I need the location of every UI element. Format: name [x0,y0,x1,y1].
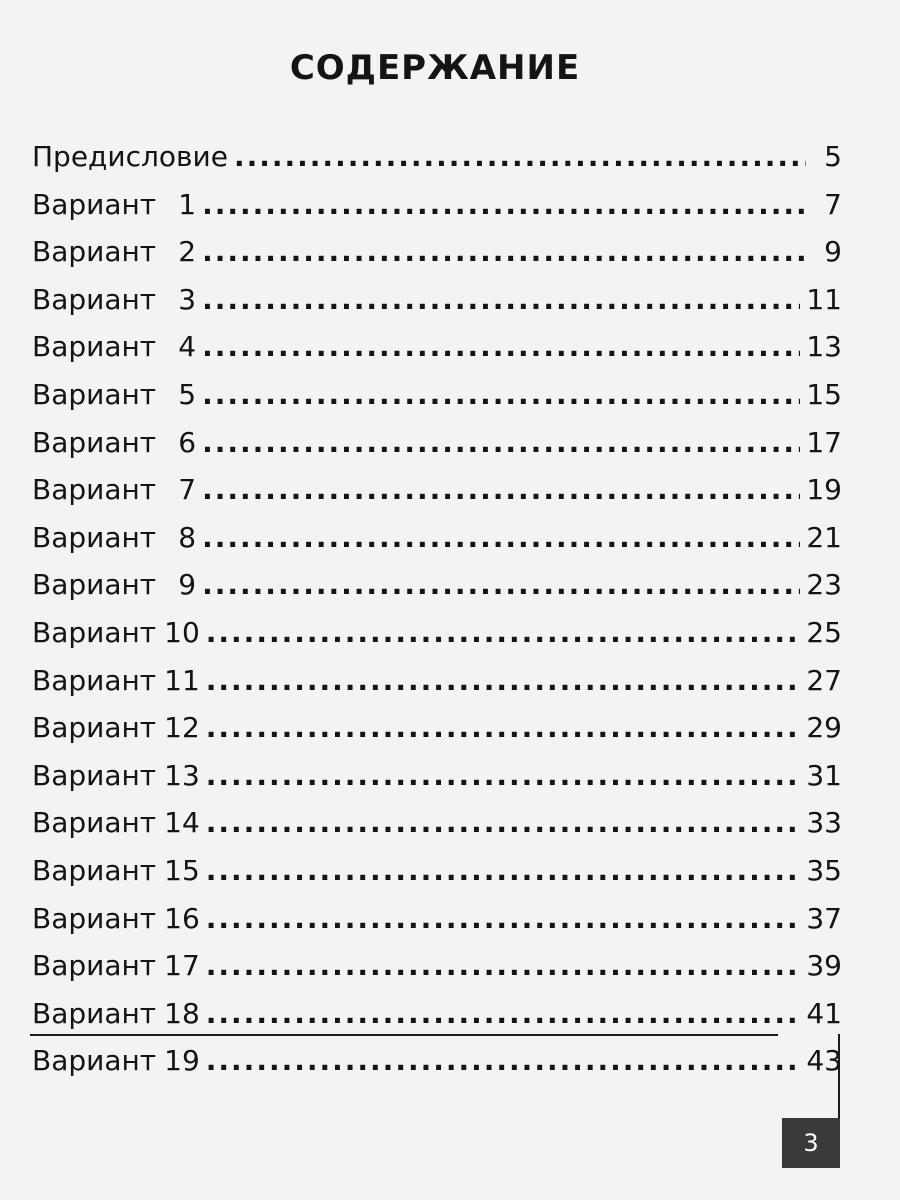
dot-leader [206,1044,801,1077]
toc-entry-number: 14 [164,806,200,840]
toc-entry-number: 8 [178,520,197,554]
toc-entry-number: 5 [178,377,197,411]
toc-entry-label [32,235,196,268]
toc-entry-title: Вариант [32,282,157,316]
toc-entry-label [32,664,200,697]
footer-rule [30,1034,778,1036]
toc-entry-title: Вариант [32,853,157,887]
toc-entry [32,806,842,854]
toc-entry [32,1044,842,1092]
toc-entry [32,521,842,569]
toc-entry-number: 11 [164,663,200,697]
table-of-contents [32,140,842,1092]
dot-leader [206,759,801,792]
toc-entry-title: Вариант [32,568,157,602]
toc-entry [32,854,842,902]
toc-entry [32,283,842,331]
toc-entry-page: 7 [824,187,842,221]
toc-entry-label [32,378,196,411]
dot-leader [202,426,800,459]
toc-entry-page: 5 [824,140,842,173]
toc-entry-title: Вариант [32,377,157,411]
toc-entry-label [32,997,200,1030]
dot-leader [234,140,806,173]
dot-leader [202,235,806,268]
toc-entry-number: 6 [178,425,197,459]
toc-entry-page: 39 [806,949,842,983]
toc-entry-number: 16 [164,901,200,935]
toc-entry-page: 23 [806,568,842,602]
toc-entry [32,997,842,1045]
dot-leader [202,568,800,601]
toc-entry-page: 21 [806,520,842,554]
toc-entry-label [32,473,196,506]
toc-entry-title: Предисловие [32,140,228,173]
toc-entry [32,426,842,474]
toc-entry-number: 15 [164,853,200,887]
toc-entry-title: Вариант [32,473,157,507]
toc-entry-number: 3 [178,282,197,316]
footer-rule-end [782,1034,840,1118]
toc-entry [32,378,842,426]
toc-entry-title: Вариант [32,711,157,745]
toc-entry-page: 19 [806,473,842,507]
dot-leader [206,902,801,935]
toc-entry-title: Вариант [32,949,157,983]
toc-entry-page: 41 [806,996,842,1030]
toc-entry-number: 17 [164,949,200,983]
toc-entry-label [32,759,200,792]
toc-entry-label [32,1044,200,1077]
toc-entry-number: 13 [164,758,200,792]
toc-entry [32,759,842,807]
toc-entry-label [32,330,196,363]
dot-leader [206,854,801,887]
toc-entry-page: 31 [806,758,842,792]
dot-leader [202,188,806,221]
toc-entry-title: Вариант [32,425,157,459]
toc-entry-label [32,711,200,744]
toc-entry-number: 2 [178,235,197,269]
dot-leader [202,473,800,506]
toc-entry-title: Вариант [32,330,157,364]
toc-entry-title: Вариант [32,1044,157,1078]
toc-entry-number: 4 [178,330,197,364]
toc-entry-title: Вариант [32,663,157,697]
toc-entry-page: 27 [806,663,842,697]
toc-entry [32,711,842,759]
toc-entry-title: Вариант [32,806,157,840]
dot-leader [206,664,801,697]
toc-entry-page: 17 [806,425,842,459]
dot-leader [206,711,801,744]
dot-leader [206,997,801,1030]
dot-leader [206,806,801,839]
page-title: СОДЕРЖАНИЕ [289,48,581,88]
toc-entry-label [32,426,196,459]
toc-entry-title: Вариант [32,996,157,1030]
toc-entry-label [32,949,200,982]
toc-entry-title: Вариант [32,235,157,269]
page-number-badge: 3 [782,1118,840,1168]
toc-entry-label [32,521,196,554]
toc-entry-number: 1 [178,187,197,221]
toc-entry-number: 19 [164,1044,200,1078]
toc-entry-page: 15 [806,377,842,411]
toc-entry-page: 43 [806,1044,842,1078]
toc-entry-label [32,188,196,221]
toc-entry-number: 18 [164,996,200,1030]
toc-entry [32,140,842,188]
toc-entry [32,568,842,616]
toc-entry [32,330,842,378]
toc-entry-page: 35 [806,853,842,887]
toc-entry [32,616,842,664]
toc-entry-label [32,283,196,316]
toc-entry-title: Вариант [32,901,157,935]
dot-leader [202,378,800,411]
toc-entry [32,188,842,236]
dot-leader [202,283,800,316]
toc-entry-label [32,854,200,887]
toc-entry-number: 9 [178,568,197,602]
toc-entry [32,473,842,521]
toc-entry-label [32,140,228,173]
toc-entry-page: 9 [824,235,842,269]
toc-entry-label [32,568,196,601]
toc-entry-label [32,616,200,649]
toc-entry-label [32,902,200,935]
toc-entry-label [32,806,200,839]
dot-leader [206,616,801,649]
dot-leader [206,949,801,982]
toc-entry [32,902,842,950]
toc-entry-page: 37 [806,901,842,935]
toc-entry-page: 29 [806,711,842,745]
dot-leader [202,330,800,363]
toc-entry-title: Вариант [32,758,157,792]
toc-entry-page: 13 [806,330,842,364]
toc-entry [32,235,842,283]
toc-entry-number: 7 [178,473,197,507]
dot-leader [202,521,800,554]
toc-entry-number: 10 [164,615,200,649]
toc-entry-title: Вариант [32,187,157,221]
toc-entry-title: Вариант [32,615,157,649]
toc-entry [32,664,842,712]
toc-entry-page: 11 [806,282,842,316]
toc-entry-page: 33 [806,806,842,840]
toc-entry-number: 12 [164,711,200,745]
toc-entry-title: Вариант [32,520,157,554]
toc-entry-page: 25 [806,615,842,649]
toc-entry [32,949,842,997]
